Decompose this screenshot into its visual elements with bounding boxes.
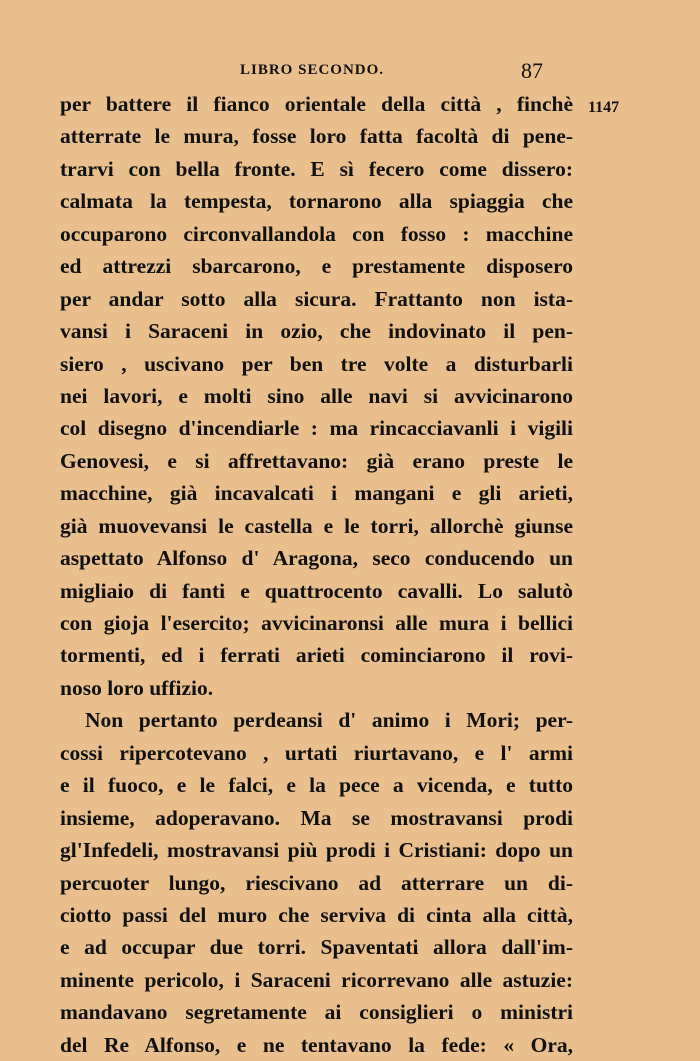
text-line: trarvi con bella fronte. E sì fecero come dissero: — [60, 156, 573, 181]
text-line: percuoter lungo, riescivano ad atterrare un di- — [60, 870, 573, 895]
text-line: per battere il fianco orientale della città , finchè — [60, 92, 573, 116]
text-line: gl'Infedeli, mostravansi più prodi i Cristiani: dopo un — [60, 838, 573, 863]
text-line: del Re Alfonso, e ne tentavano la fede: « Ora, — [60, 1032, 573, 1057]
text-line: ed attrezzi sbarcarono, e prestamente disposero — [60, 254, 573, 279]
text-line: e ad occupar due torri. Spaventati allora dall'im- — [60, 935, 573, 960]
text-line: calmata la tempesta, tornarono alla spiaggia che — [60, 189, 573, 214]
text-line: nei lavori, e molti sino alle navi si avvicinarono — [60, 383, 573, 408]
body-text — [60, 88, 573, 1061]
text-line: Non pertanto perdeansi d' animo i Mori; per- — [85, 708, 573, 733]
text-line: insieme, adoperavano. Ma se mostravansi prodi — [60, 805, 573, 830]
text-line: mandavano segretamente ai consiglieri o ministri — [60, 1000, 573, 1025]
text-line: minente pericolo, i Saraceni ricorrevano alle astuzie: — [60, 967, 573, 992]
text-line: macchine, già incavalcati i mangani e gli arieti, — [60, 481, 573, 506]
text-line: noso loro uffizio. — [60, 675, 214, 700]
text-line: migliaio di fanti e quattrocento cavalli. Lo salutò — [60, 578, 573, 603]
margin-year-note: 1147 — [588, 99, 620, 116]
text-line: cossi ripercotevano , urtati riurtavano, e l' armi — [60, 740, 573, 765]
text-line: vansi i Saraceni in ozio, che indovinato il pen- — [60, 319, 573, 344]
page-number: 87 — [521, 58, 543, 83]
text-line: e il fuoco, e le falci, e la pece a vicenda, e tutto — [60, 773, 573, 798]
running-title: LIBRO SECONDO. — [240, 62, 385, 78]
text-line: atterrate le mura, fosse loro fatta facoltà di pene- — [60, 124, 573, 149]
text-line: col disegno d'incendiarle : ma rincacciavanli i vigili — [60, 416, 573, 441]
text-line: aspettato Alfonso d' Aragona, seco conducendo un — [60, 546, 573, 571]
text-line: occuparono circonvallandola con fosso : macchine — [60, 221, 573, 246]
text-line: tormenti, ed i ferrati arieti cominciarono il rovi- — [60, 643, 573, 668]
text-line: già muovevansi le castella e le torri, allorchè giunse — [60, 513, 573, 538]
text-line: Genovesi, e si affrettavano: già erano preste le — [60, 448, 573, 473]
text-line: con gioja l'esercito; avvicinaronsi alle mura i bellici — [60, 611, 573, 635]
running-head — [0, 58, 700, 86]
text-line: siero , uscivano per ben tre volte a disturbarli — [60, 351, 573, 376]
text-line: ciotto passi del muro che serviva di cinta alla città, — [60, 902, 573, 927]
text-line: per andar sotto alla sicura. Frattanto non ista- — [60, 286, 573, 311]
